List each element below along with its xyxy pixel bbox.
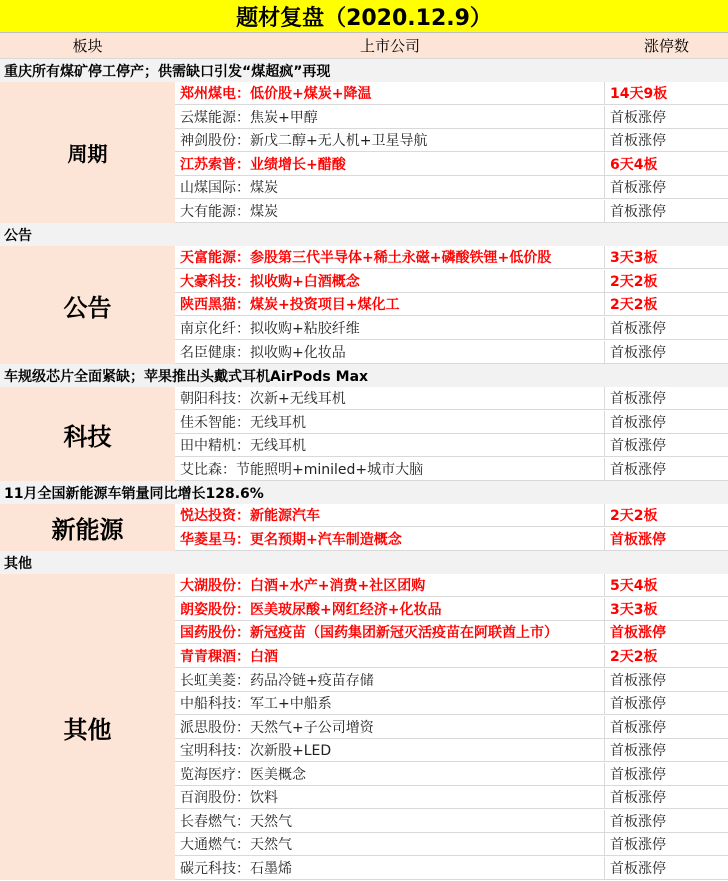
limit-up-cell: 首板涨停 xyxy=(610,696,666,713)
sector-label: 周期 xyxy=(0,82,175,223)
table-row xyxy=(175,739,728,762)
table-row xyxy=(175,153,728,176)
limit-up-cell: 3天3板 xyxy=(610,601,658,618)
limit-up-cell: 首板涨停 xyxy=(610,180,666,197)
limit-up-cell: 首板涨停 xyxy=(610,109,666,126)
table-row xyxy=(175,387,728,410)
company-cell: 华菱星马：更名预期+汽车制造概念 xyxy=(175,528,605,550)
table-row xyxy=(175,293,728,316)
table-row xyxy=(175,341,728,364)
table-row xyxy=(175,645,728,668)
company-cell: 郑州煤电：低价股+煤炭+降温 xyxy=(175,82,605,104)
limit-up-cell: 首板涨停 xyxy=(610,837,666,854)
table-row xyxy=(175,786,728,809)
limit-up-cell: 2天2板 xyxy=(610,273,658,290)
limit-up-cell: 2天2板 xyxy=(610,649,658,665)
group-band: 其他 xyxy=(0,551,728,574)
header-sector: 板块 xyxy=(0,33,175,59)
company-cell: 中船科技：军工+中船系 xyxy=(175,692,605,714)
table-row xyxy=(175,458,728,481)
company-cell: 朗姿股份：医美玻尿酸+网红经济+化妆品 xyxy=(175,598,605,620)
table-row xyxy=(175,763,728,786)
table-row xyxy=(175,270,728,293)
table-row xyxy=(175,106,728,129)
company-cell: 国药股份：新冠疫苗（国药集团新冠灭活疫苗在阿联酋上市） xyxy=(175,621,605,643)
limit-up-cell: 首板涨停 xyxy=(610,531,666,548)
table-row xyxy=(175,574,728,597)
limit-up-cell: 首板涨停 xyxy=(610,391,666,408)
company-cell: 长虹美菱：药品冷链+疫苗存储 xyxy=(175,669,605,691)
limit-up-cell: 首板涨停 xyxy=(610,743,666,760)
company-cell: 朝阳科技：次新+无线耳机 xyxy=(175,387,605,409)
company-cell: 长春燃气：天然气 xyxy=(175,810,605,832)
company-cell: 青青稞酒：白酒 xyxy=(175,645,605,667)
table-row xyxy=(175,857,728,880)
limit-up-cell: 首板涨停 xyxy=(610,766,666,783)
company-cell: 悦达投资：新能源汽车 xyxy=(175,504,605,526)
group-band: 11月全国新能源车销量同比增长128.6% xyxy=(0,481,728,504)
company-cell: 碳元科技：石墨烯 xyxy=(175,857,605,879)
table-row xyxy=(175,411,728,434)
table-row xyxy=(175,833,728,856)
limit-up-cell: 首板涨停 xyxy=(610,860,666,877)
table-row xyxy=(175,82,728,105)
company-cell: 名臣健康：拟收购+化妆品 xyxy=(175,341,605,363)
limit-up-cell: 首板涨停 xyxy=(610,133,666,150)
table-row xyxy=(175,317,728,340)
group-band: 公告 xyxy=(0,223,728,246)
limit-up-cell: 首板涨停 xyxy=(610,672,666,689)
limit-up-cell: 首板涨停 xyxy=(610,414,666,431)
company-cell: 览海医疗：医美概念 xyxy=(175,763,605,785)
sector-label: 科技 xyxy=(0,387,175,481)
company-cell: 山煤国际：煤炭 xyxy=(175,176,605,198)
limit-up-cell: 首板涨停 xyxy=(610,625,666,642)
limit-up-cell: 14天9板 xyxy=(610,86,668,102)
company-cell: 大有能源：煤炭 xyxy=(175,200,605,222)
limit-up-cell: 首板涨停 xyxy=(610,790,666,807)
limit-up-cell: 2天2板 xyxy=(610,297,658,314)
table-row xyxy=(175,504,728,527)
limit-up-cell: 首板涨停 xyxy=(610,320,666,337)
company-cell: 大湖股份：白酒+水产+消费+社区团购 xyxy=(175,574,605,596)
header-limit: 涨停数 xyxy=(605,33,728,59)
limit-up-cell: 6天4板 xyxy=(610,156,658,173)
group-band: 车规级芯片全面紧缺；苹果推出头戴式耳机AirPods Max xyxy=(0,364,728,387)
company-cell: 佳禾智能：无线耳机 xyxy=(175,411,605,433)
sheet-title: 题材复盘（2020.12.9） xyxy=(0,0,728,33)
company-cell: 神剑股份：新戊二醇+无人机+卫星导航 xyxy=(175,129,605,151)
sector-label: 公告 xyxy=(0,246,175,364)
sector-label: 新能源 xyxy=(0,504,175,551)
limit-up-cell: 首板涨停 xyxy=(610,813,666,830)
company-cell: 陕西黑猫：煤炭+投资项目+煤化工 xyxy=(175,293,605,315)
table-row xyxy=(175,810,728,833)
limit-up-cell: 2天2板 xyxy=(610,508,658,525)
table-row xyxy=(175,669,728,692)
table-row xyxy=(175,200,728,223)
sector-label: 其他 xyxy=(0,574,175,880)
company-cell: 南京化纤：拟收购+粘胶纤维 xyxy=(175,317,605,339)
limit-up-cell: 首板涨停 xyxy=(610,203,666,220)
table-row xyxy=(175,434,728,457)
table-row xyxy=(175,246,728,269)
company-cell: 江苏索普：业绩增长+醋酸 xyxy=(175,153,605,175)
company-cell: 大通燃气：天然气 xyxy=(175,833,605,855)
company-cell: 天富能源：参股第三代半导体+稀土永磁+磷酸铁锂+低价股 xyxy=(175,246,605,268)
table-row xyxy=(175,621,728,644)
company-cell: 大豪科技：拟收购+白酒概念 xyxy=(175,270,605,292)
header-company: 上市公司 xyxy=(175,33,605,59)
limit-up-cell: 3天3板 xyxy=(610,250,658,267)
limit-up-cell: 首板涨停 xyxy=(610,461,666,478)
company-cell: 百润股份：饮料 xyxy=(175,786,605,808)
table-row xyxy=(175,598,728,621)
company-cell: 田中精机：无线耳机 xyxy=(175,434,605,456)
limit-up-cell: 5天4板 xyxy=(610,578,658,595)
company-cell: 云煤能源：焦炭+甲醇 xyxy=(175,106,605,128)
table-row xyxy=(175,176,728,199)
table-row xyxy=(175,716,728,739)
limit-up-cell: 首板涨停 xyxy=(610,719,666,736)
company-cell: 艾比森：节能照明+miniled+城市大脑 xyxy=(175,458,605,480)
table-row xyxy=(175,528,728,551)
table-row xyxy=(175,129,728,152)
group-band: 重庆所有煤矿停工停产；供需缺口引发“煤超疯”再现 xyxy=(0,59,728,82)
table-row xyxy=(175,692,728,715)
company-cell: 宝明科技：次新股+LED xyxy=(175,739,605,761)
limit-up-cell: 首板涨停 xyxy=(610,344,666,361)
limit-up-cell: 首板涨停 xyxy=(610,438,666,455)
company-cell: 派思股份：天然气+子公司增资 xyxy=(175,716,605,738)
